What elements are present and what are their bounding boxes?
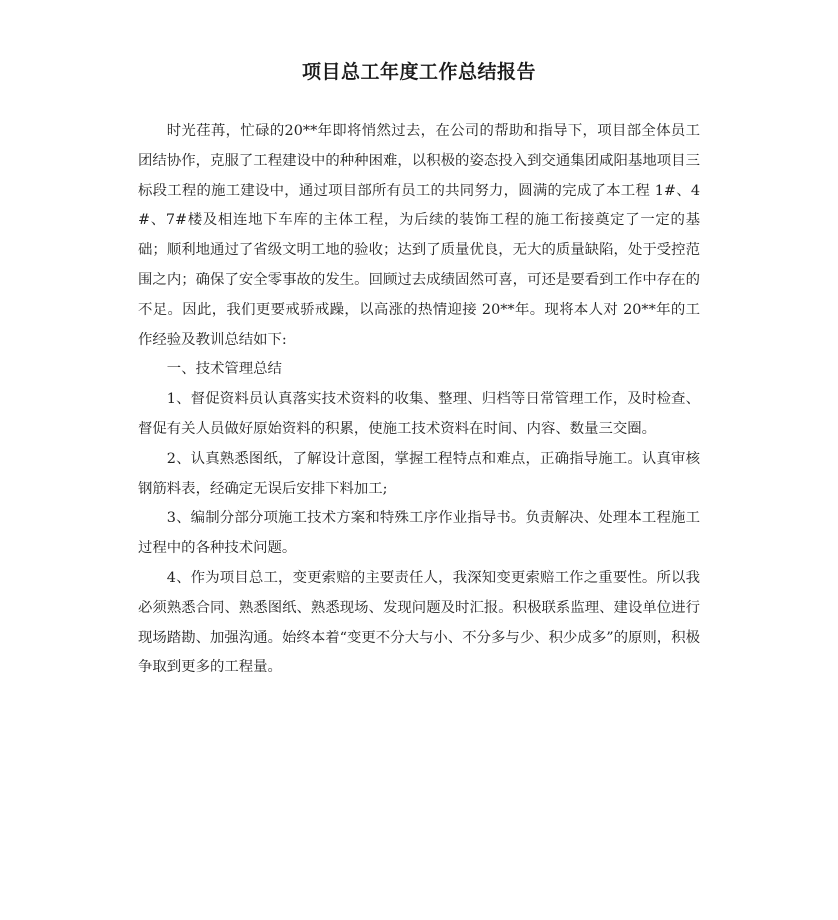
- paragraph-intro: 时光荏苒，忙碌的20**年即将悄然过去，在公司的帮助和指导下，项目部全体员工团结协作，克服了工程建设中的种种困难，以积极的姿态投入到交通集团咸阳基地项目三标段工程的施工建设中，通过项目部所有员工的共同努力，圆满的完成了本工程 1#、4#、7#楼及相连地下车库的主体工程，为后续的装饰工程的施工衔接奠定了一定的基础；顺利地通过了省级文明工地的验收；达到了质量优良，无大的质量缺陷，处于受控范围之内；确保了安全零事故的发生。回顾过去成绩固然可喜，可还是要看到工作中存在的不足。因此，我们更要戒骄戒躁，以高涨的热情迎接 20**年。现将本人对 20**年的工作经验及教训总结如下:: [138, 123, 700, 348]
- paragraph-item-3: 3、编制分部分项施工技术方案和特殊工序作业指导书。负责解决、处理本工程施工过程中的各种技术问题。: [138, 510, 700, 557]
- document-body: [138, 117, 700, 683]
- paragraph-item-4: 4、作为项目总工，变更索赔的主要责任人，我深知变更索赔工作之重要性。所以我必须熟悉合同、熟悉图纸、熟悉现场、发现问题及时汇报。积极联系监理、建设单位进行现场踏勘、加强沟通。始终本着“变更不分大与小、不分多与少、积少成多”的原则，积极争取到更多的工程量。: [138, 569, 700, 676]
- paragraph-item-1: 1、督促资料员认真落实技术资料的收集、整理、归档等日常管理工作，及时检查、督促有关人员做好原始资料的积累，使施工技术资料在时间、内容、数量三交圈。: [138, 391, 700, 437]
- document-title: 项目总工年度工作总结报告: [301, 61, 536, 83]
- paragraph-item-2: 2、认真熟悉图纸，了解设计意图，掌握工程特点和难点，正确指导施工。认真审核钢筋料表，经确定无误后安排下料加工;: [138, 450, 700, 497]
- section-heading-technical: 一、技术管理总结: [166, 361, 282, 378]
